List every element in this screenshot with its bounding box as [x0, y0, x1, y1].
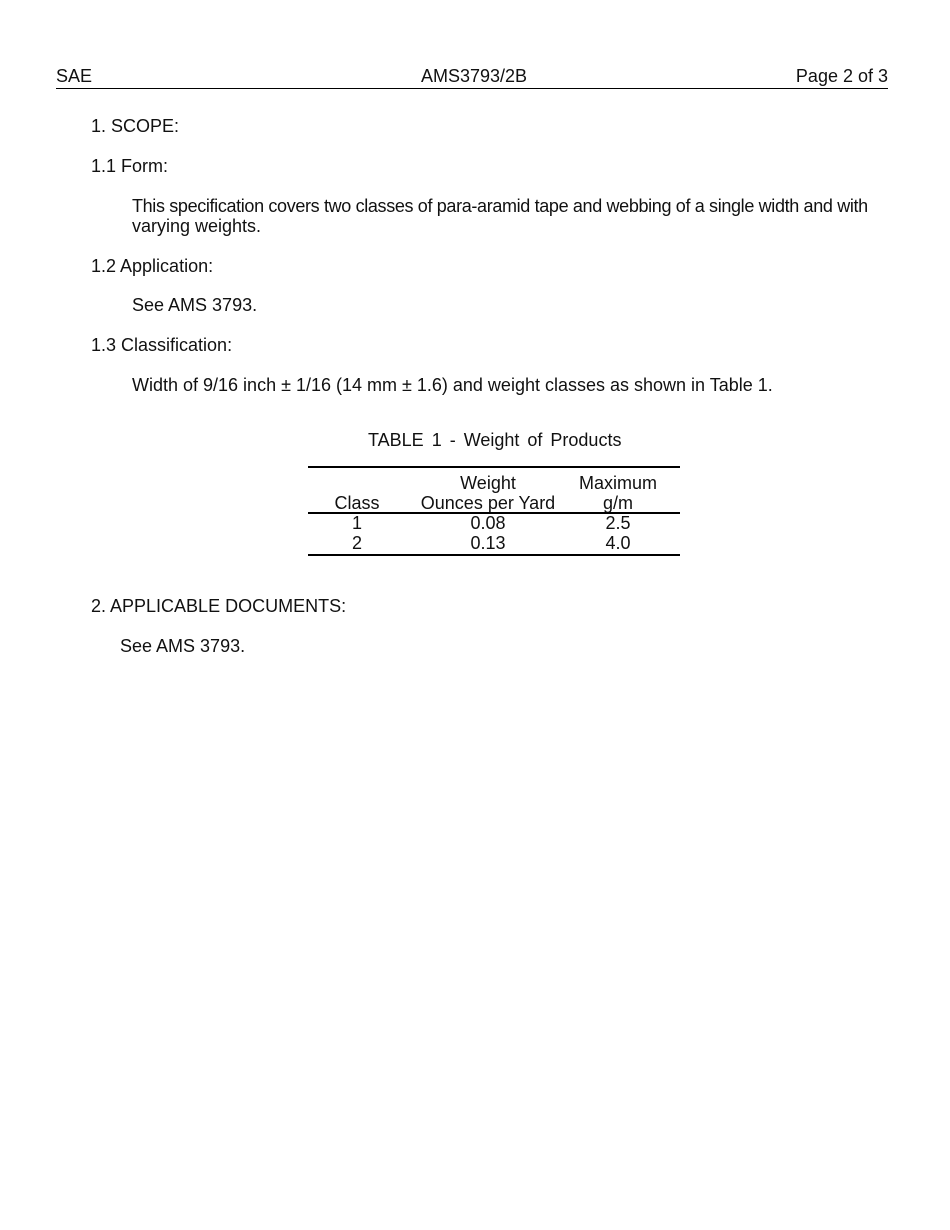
header-org: SAE	[56, 66, 93, 86]
classification-text: Width of 9/16 inch ± 1/16 (14 mm ± 1.6) and weight classes as shown in Table 1.	[132, 375, 773, 395]
application-text: See AMS 3793.	[132, 295, 258, 315]
table-bottom-rule	[308, 554, 680, 556]
table-cell-max: 4.0	[605, 533, 631, 553]
classification-heading: 1.3 Classification:	[91, 335, 233, 355]
header-doc-number: AMS3793/2B	[421, 66, 528, 86]
application-heading: 1.2 Application:	[91, 256, 214, 276]
header-class: Class	[334, 493, 380, 513]
form-paragraph	[132, 196, 872, 236]
applicable-documents-text: See AMS 3793.	[120, 636, 246, 656]
table-top-rule	[308, 466, 680, 468]
page-header	[56, 66, 888, 89]
applicable-documents-heading: 2. APPLICABLE DOCUMENTS:	[91, 596, 347, 616]
header-weight: Weight	[460, 473, 516, 493]
table-cell-weight: 0.08	[470, 513, 506, 533]
table-cell-max: 2.5	[605, 513, 631, 533]
header-page-number: Page 2 of 3	[795, 66, 888, 86]
form-heading: 1.1 Form:	[91, 156, 169, 176]
table-cell-weight: 0.13	[470, 533, 506, 553]
scope-heading: 1. SCOPE:	[91, 116, 180, 136]
header-grams-per-meter: g/m	[602, 493, 633, 513]
table-title: TABLE 1 - Weight of Products	[368, 430, 622, 450]
header-ounces-per-yard: Ounces per Yard	[420, 493, 556, 513]
header-maximum: Maximum	[578, 473, 657, 493]
form-paragraph-line: varying weights.	[132, 216, 262, 236]
table-cell-class: 1	[351, 513, 362, 533]
form-paragraph-line: This specification covers two classes of para-aramid tape and webbing of a single width and with	[132, 196, 868, 216]
table-cell-class: 2	[351, 533, 362, 553]
